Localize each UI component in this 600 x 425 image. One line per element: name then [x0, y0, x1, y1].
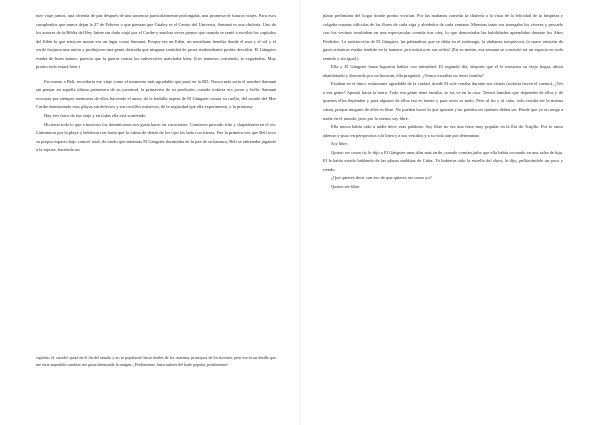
paragraph: Quiero ser libre.	[331, 183, 361, 189]
paragraph: Estaban en el único restaurante agradable de la ciudad, donde El sole cenaba durante sus visitas (todavía hacen el cuento). ¿Ves a esa gente? Apuntó hacia la barra. Todo esa gente tiene familia, se los ve en la cara. Tienen familias que dependen de ellos y de quienes ellos dependen y para algunos de ellos eso es bueno y para otros es malo. Pero al fin y al cabo, todo resulta ser la misma vaina, porque ninguno de ellos es libre. No pueden hacer lo que quieren y no pueden ser quienes deben ser. Puede que yo no tenga a nadie en el mundo, pero por lo menos soy libre.	[323, 81, 563, 121]
left-page	[36, 12, 276, 412]
paragraph: En cuanto a Beli, recordaría ese viaje como el momento más agradable que pasó en la RD. Nunca más sería el nombre Samaná sin pensar en aquella última primavera de su juventud, la primavera de su perdición, cuando todavía era joven y bella. Samaná evocaría por siempre memorias de ellos haciendo el amor, de la barbilla áspera de El Gángster contra su cuello, del sonido del Mar Caribe enamorando esas playas sin defectos y sin corrillos turísticos, de la seguridad que ella experimentó, y la promesa.	[36, 78, 276, 110]
paragraph: Hicieron todo lo que a nosotros los dominicanos nos gusta hacer en vacaciones. Comieron pescado frito y chapalearon en el río. Caminaron por la playa y bebieron ron hasta que la calma de detrás de los ojos les latía con fuerza. Fue la primera vez que Beli tuvo su propio espacio bajo control total, de modo que mientras El Gángster dormitaba en la paz de su hamaca, Beli se entrenaba jugando a la esposa, haciendo un	[36, 121, 276, 153]
paragraph: plano preliminar del hogar donde pronto vivirían. Por las mañanas cometía la chulería a la vista de la felicidad de la limpieza y colgaba cuantas ridículas de las flores de cada viga y alrededor de cada ventana. Mientras tanto sus trasegaba los víveres y pescado con los vecinos resultaban en una espectacular comida tras otra, lo que demostraba las habilidades aprendidas durante los Años Perdidos. La satisfacción de El Gángster, las palmaditas que se daba en el estómago, la alabanza inequívoca, la suave emisión de gases mientras estaba tendido en la hamaca ¡era música en sus oídos! (En su mente, esa semana se convirtió en un espacio en todo sentido y sin igual.)	[323, 13, 563, 61]
paragraph: mer viaje juntos, una ofrenda de paz después de una ausencia particularmente prolongada, una promesa de futuros viajes. Para esos cumpleaños que nunca dejan la 27 de Febrero o que piensan que Güaley es el Centro del Universo, Samaná es una chulería. Uno de los autores de la Biblia del Rey Jaime sin duda viajó por el Caribe y muchas veces pienso que cuando se sentó a escribir los capítulos del Edén lo que tenía en mente era un lugar como Samaná. Porque era un Edén, un meridiano bendito donde el mar y el sol y el verde forjaron una unión y produjeron una gente distraída que ninguna cantidad de prosa rimbombante podría describir. El Gángster estaba de buen ánimo: parecía que la guerra contra los subversivos marchaba bien. (Los tenemos corriendo, se regodeaba. Muy pronto todo estará bien.)	[36, 13, 276, 70]
paragraph: Quiero ser como tú, le dijo a El Gángster unas días más tarde, cuando comían jaiba que ella había cocinado en una salsa de bija. El le había estado hablando de las playas malditas de Cuba. Tú hubieras sido la estrella del show, le dijo, pellizcándole un poco y riendo.	[323, 149, 563, 172]
paragraph: Ella nunca había oído a nadie decir esas palabras. Soy libre no era una frase muy popular en la Era de Trujillo. Por lo tanto adentro y puso en perspectiva a la linea y a sus vestidos y a su vida aún por determinar.	[323, 124, 563, 138]
paragraph: Ella y El Gángster hasta lograron hablar con intimidad. El segundo día, después que él le mostrara su viejo hogar, ahora abandonado y destruido por un huracán, ella preguntó: ¿Nunca extrañas no tener familia?	[323, 64, 563, 78]
paragraph-emphasis: Soy libre.	[331, 141, 349, 147]
footnote	[36, 354, 276, 369]
paragraph: ¿Qué quieres decir con eso de que quieres ser como yo?	[331, 175, 432, 181]
paragraph: Hay tres fotos de ese viaje y en todas ella está sonriendo.	[44, 113, 147, 119]
page-gutter	[299, 0, 300, 425]
right-page	[323, 12, 563, 412]
footnote-text: capítulo, el, sucedió quizá en el fin del mundo y no se popularizó hasta finales de los cuarenta, principios de los noventa, pero ese es un detalle que me sería imposible cambiar; me gusta demasiado la imagen. ¡Perdónenme, historiadores del baile popular, perdónenme!	[36, 355, 276, 368]
